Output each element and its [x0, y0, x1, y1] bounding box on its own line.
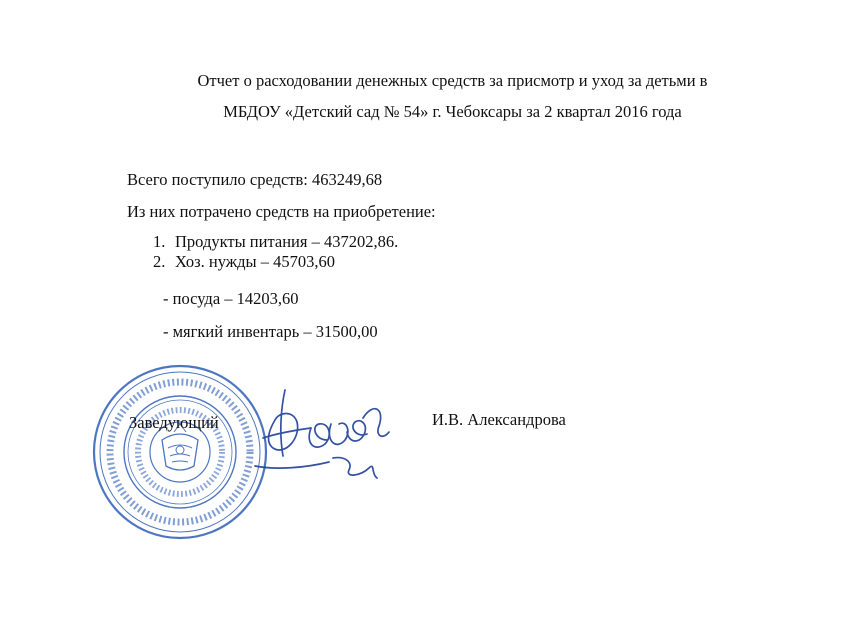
list-item-number: 2. [153, 252, 166, 271]
document-title-line-1: Отчет о расходовании денежных средств за присмотр и уход за детьми в [197, 71, 708, 90]
list-item-text: Продукты питания – 437202,86. [175, 232, 399, 251]
handwritten-signature-icon [245, 378, 415, 488]
spent-intro: Из них потрачено средств на приобретение: [127, 202, 436, 221]
sub-item-soft-inventory: - мягкий инвентарь – 31500,00 [163, 322, 378, 341]
signer-name: И.В. Александрова [432, 410, 566, 429]
list-item [153, 252, 335, 272]
total-received: Всего поступило средств: 463249,68 [127, 170, 383, 189]
sub-item-dishes: - посуда – 14203,60 [163, 289, 299, 308]
signer-position: Заведующий [129, 413, 219, 432]
list-item-text: Хоз. нужды – 45703,60 [175, 252, 336, 271]
round-seal-icon [90, 362, 270, 542]
list-item-number: 1. [153, 232, 166, 251]
document-title-line-2: МБДОУ «Детский сад № 54» г. Чебоксары за 2 квартал 2016 года [223, 102, 682, 121]
list-item [153, 232, 398, 252]
